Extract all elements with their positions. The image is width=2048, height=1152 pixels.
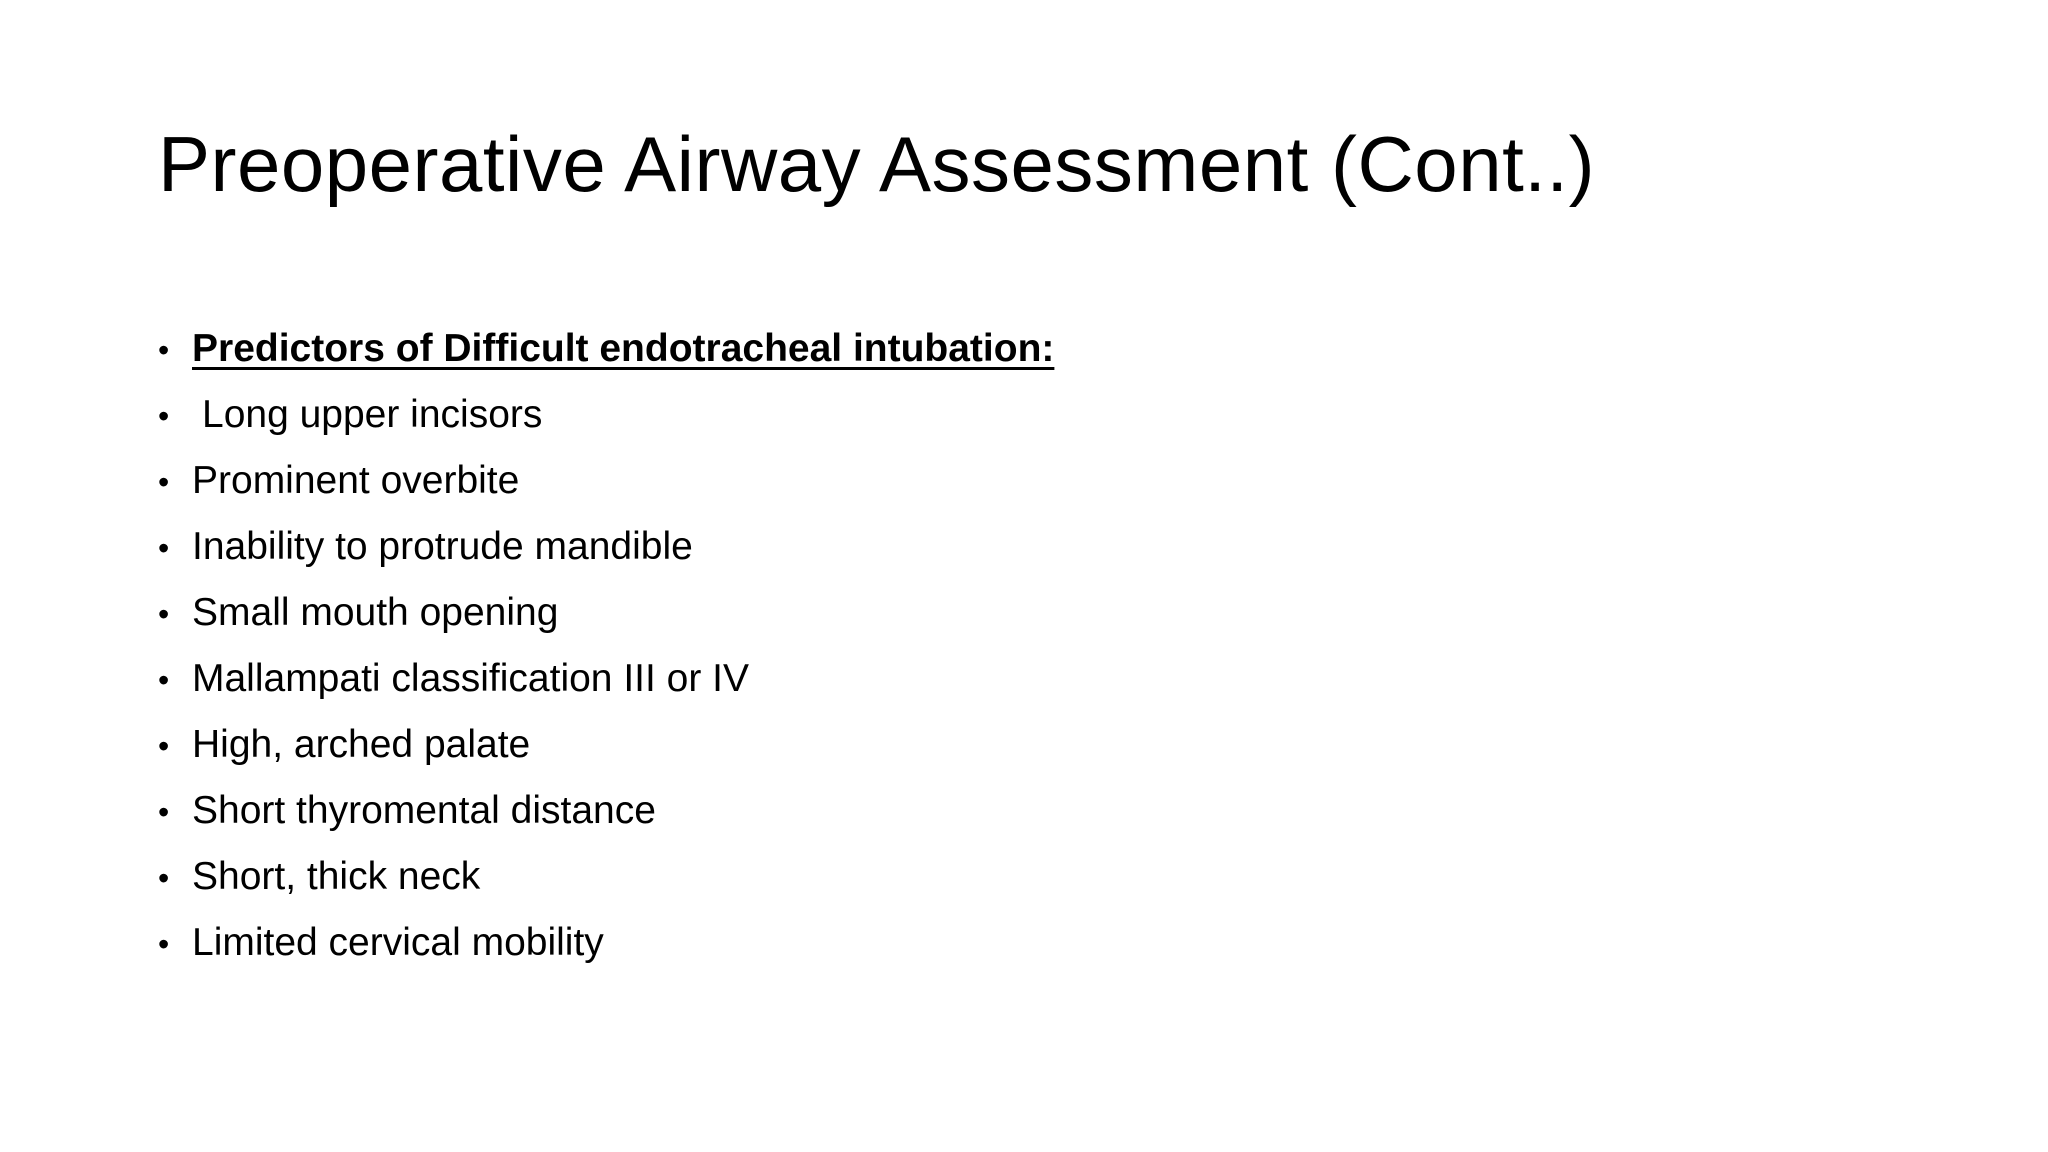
list-item — [158, 712, 1054, 778]
bullet-icon: • — [158, 530, 170, 566]
bullet-icon: • — [158, 728, 170, 764]
list-item-text: High, arched palate — [192, 723, 531, 766]
slide-title: Preoperative Airway Assessment (Cont..) — [158, 120, 1596, 208]
list-item-text: Mallampati classification III or IV — [192, 657, 750, 700]
list-item-text: Limited cervical mobility — [192, 921, 604, 964]
list-item-text: Prominent overbite — [192, 459, 520, 502]
list-item-text: Inability to protrude mandible — [192, 525, 693, 568]
list-item — [158, 382, 1054, 448]
list-item — [158, 580, 1054, 646]
bullet-list — [158, 316, 1054, 976]
list-item-text: Small mouth opening — [192, 591, 559, 634]
list-item-text: Long upper incisors — [202, 393, 543, 436]
list-item — [158, 910, 1054, 976]
bullet-icon: • — [158, 794, 170, 830]
bullet-icon: • — [158, 860, 170, 896]
bullet-icon: • — [158, 596, 170, 632]
bullet-icon: • — [158, 464, 170, 500]
list-item — [158, 448, 1054, 514]
list-item-text: Short, thick neck — [192, 855, 481, 898]
list-item — [158, 778, 1054, 844]
list-item — [158, 646, 1054, 712]
bullet-heading — [158, 316, 1054, 382]
list-item-text: Short thyromental distance — [192, 789, 656, 832]
list-item — [158, 514, 1054, 580]
bullet-heading-text: Predictors of Difficult endotracheal intubation: — [192, 327, 1055, 370]
list-item — [158, 844, 1054, 910]
bullet-icon: • — [158, 926, 170, 962]
bullet-icon: • — [158, 662, 170, 698]
bullet-icon: • — [158, 398, 170, 434]
bullet-icon: • — [158, 332, 170, 368]
